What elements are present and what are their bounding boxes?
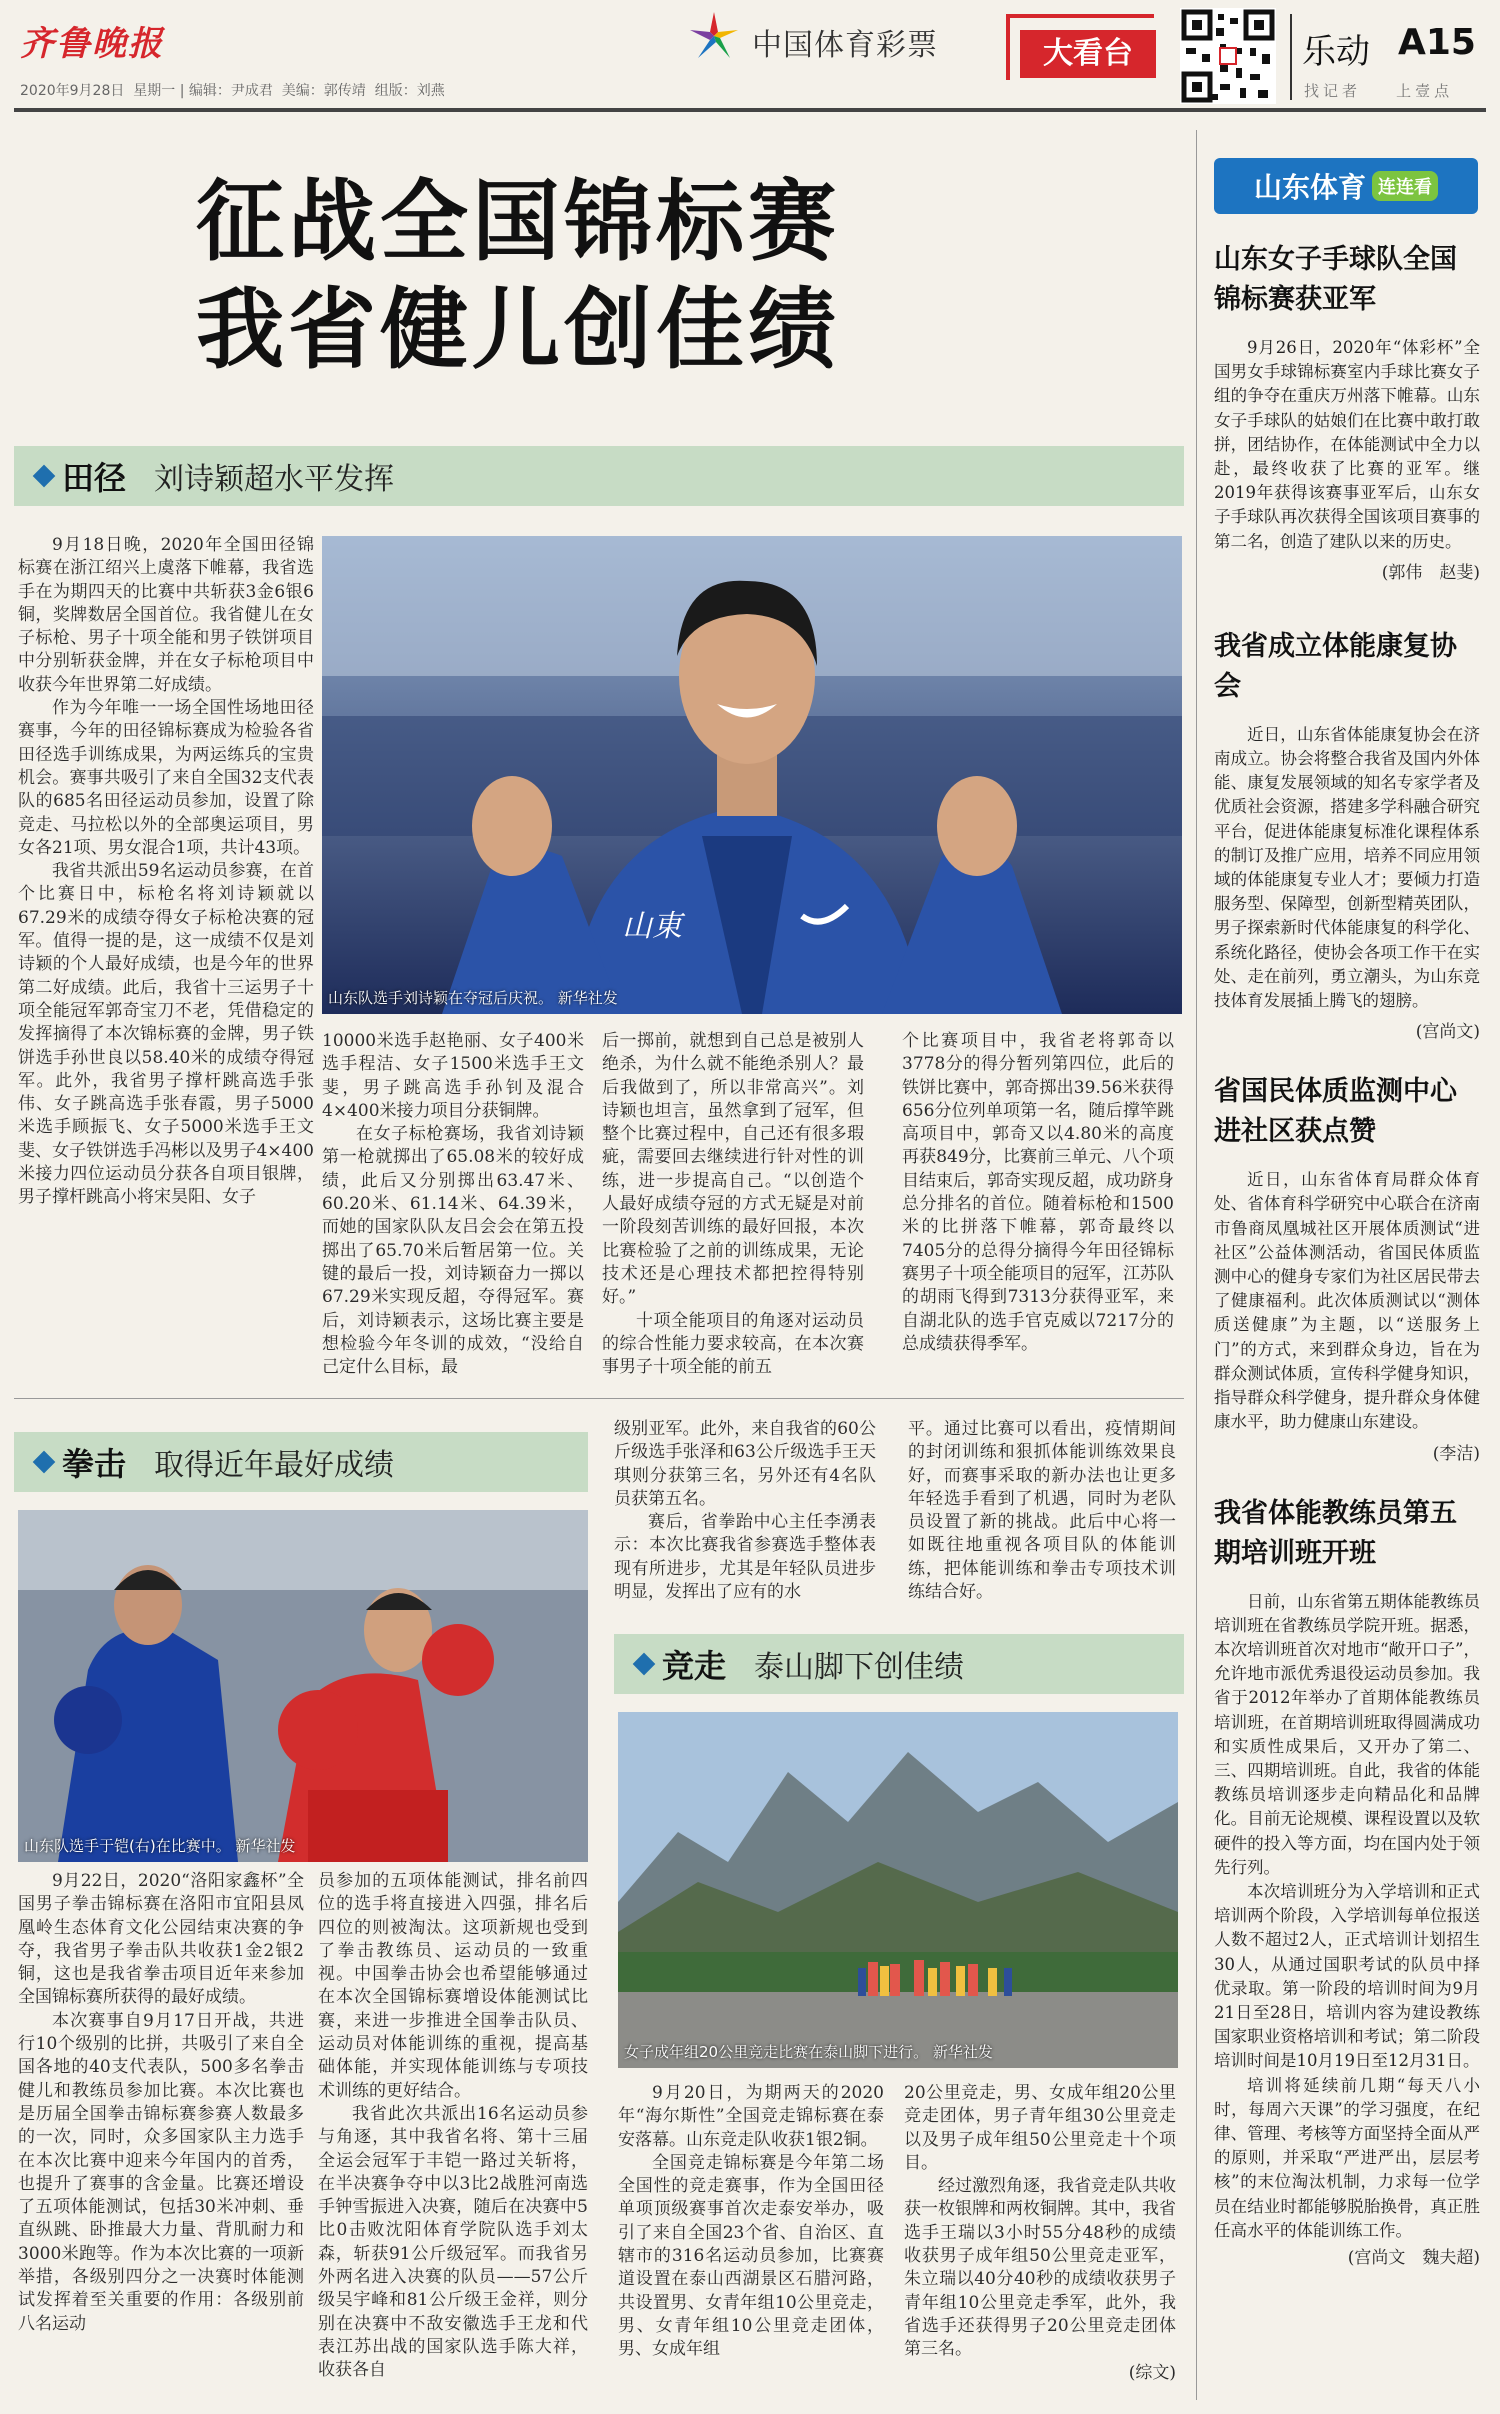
section-name: 乐动 — [1302, 32, 1370, 72]
boxing-column-b: 平。通过比赛可以看出，疫情期间的封闭训练和狠抓体能训练效果良好，而赛事采取的新办法也让更多年轻选手看到了机遇，同时为老队员设置了新的挑战。此后中心将一如既往地重视各项目队的体能训练，把体能训练和拳击专项技术训练结合好。 — [908, 1419, 1176, 1603]
masthead — [0, 0, 1500, 112]
diamond-icon — [633, 1653, 656, 1676]
column-badge: 大看台 — [1006, 14, 1154, 80]
racewalk-illustration — [618, 1712, 1178, 2068]
boxing-column-1: 9月22日，2020“洛阳家鑫杯”全国男子拳击锦标赛在洛阳市宜阳县凤凰岭生态体育文化公园结束决赛的争夺，我省男子拳击队共收获1金2银2铜，这也是我省拳击项目近年来参加全国锦标赛所获得的最好成绩。 本次赛事自9月17日开战，共进行10个级别的比拼，共吸引了来自全国各地的40支代表队，500多名拳击健儿和教练员参加比赛。本次比赛也是历届全国拳击锦标赛参赛人数最多的一次，同时，众多国家队主力选手在本次比赛中迎来今年国内的首秀，也提升了赛事的含金量。比赛还增设了五项体能测试，包括30米冲刺、垂直纵跳、卧推最大力量、背肌耐力和3000米跑等。作为本次比赛的一项新举措，各级别四分之一决赛时体能测试发挥着至关重要的作用：各级别前八名运动 — [18, 1871, 304, 2334]
racewalk-column-2: 20公里竞走，男、女成年组20公里竞走团体，男子青年组30公里竞走以及男子成年组50公里竞走十个项目。 经过激烈角逐，我省竞走队共收获一枚银牌和两枚铜牌。其中，我省选手王瑞以3小时55分48秒的成绩收获男子成年组50公里竞走亚军，朱立瑞以40分40秒的成绩收获男子青年组10公里竞走季军，此外，我省选手还获得男子20公里竞走团体第三名。 (综文) — [904, 2082, 1176, 2385]
diamond-icon — [33, 1451, 56, 1474]
column-divider — [1196, 130, 1197, 2400]
racewalk-column-1: 9月20日，为期两天的2020年“海尔斯性”全国竞走锦标赛在泰安落幕。山东竞走队收获1银2铜。 全国竞走锦标赛是今年第二场全国性的竞走赛事，作为全国田径单项顶级赛事首次走泰安举办，吸引了来自全国23个省、自治区、直辖市的316名运动员参加，比赛赛道设置在泰山西湖景区石腊河路，共设置男、女青年组10公里竞走，男、女青年组10公里竞走团体，男、女成年组 — [618, 2083, 884, 2360]
track-photo-caption: 山东队选手刘诗颖在夺冠后庆祝。 新华社发 — [328, 989, 618, 1007]
track-photo — [322, 536, 1182, 1014]
sidebar-logo: 山东体育 连连看 — [1214, 158, 1478, 214]
qr-code[interactable] — [1180, 8, 1276, 104]
racewalk-photo-caption: 女子成年组20公里竞走比赛在泰山脚下进行。 新华社发 — [624, 2043, 993, 2061]
section-track-subtitle: 刘诗颖超水平发挥 — [154, 462, 395, 497]
diamond-icon — [33, 465, 56, 488]
lottery-star-icon — [686, 8, 742, 64]
sidebar-article-4-body: 日前，山东省第五期体能教练员培训班在省教练员学院开班。据悉，本次培训班首次对地市“敞开口子”，允许地市派优秀退役运动员参加。我省于2012年举办了首期体能教练员培训班，在首期培训班取得圆满成功和实质性成果后，又开办了第二、三、四期培训班。自此，我省的体能教练员培训逐步走向精品化和品牌化。目前无论规模、课程设置以及软硬件的投入等方面，均在国内处于领先行列。 本次培训班分为入学培训和正式培训两个阶段，入学培训每单位报送人数不超过2人，正式培训计划招生30人，从通过国职考试的队员中择优录取。第一阶段的培训时间为9月21日至28日，培训内容为建设教练国家职业资格培训和考试；第二阶段培训时间是10月19日至12月31日。 培训将延续前几期“每天八小时，每周六天课”的学习强度，在纪律、管理、考核等方面坚持全面从严的原则，并采取“严进严出，层层考核”的末位淘汰机制，力求每一位学员在结业时都能够脱胎换骨，真正胜任高水平的体能训练工作。 — [1214, 1591, 1480, 2240]
divider-vertical — [1290, 14, 1292, 100]
headline-line-1: 征战全国锦标赛 — [196, 170, 841, 273]
sidebar-article-2-body: 近日，山东省体能康复协会在济南成立。协会将整合我省及国内外体能、康复发展领域的知名专家学者及优质社会资源，搭建多学科融合研究平台，促进体能康复标准化课程体系的制订及推广应用，培养不同应用领域的体能康复专业人才；要倾力打造服务型、保障型，创新型精英团队，男子探索新时代体能康复的科学化、系统化路径，使协会各项工作干在实处、走在前列，勇立潮头，为山东竞技体育发展插上腾飞的翅膀。 — [1214, 724, 1480, 1011]
masthead-meta: 2020年9月28日 星期一 | 编辑：尹成君 美编：郭传靖 组版：刘燕 — [20, 83, 445, 99]
section-boxing-subtitle: 取得近年最好成绩 — [154, 1448, 395, 1483]
sidebar-article-2-signature: (宫尚文) — [1415, 1022, 1480, 1043]
boxing-illustration — [18, 1510, 588, 1862]
athlete-illustration — [322, 536, 1182, 1014]
section-track-header — [14, 446, 1184, 506]
section-rule — [14, 1398, 1184, 1399]
boxing-column-2: 员参加的五项体能测试，排名前四位的选手将直接进入四强，排名后四位的则被淘汰。这项新规也受到了拳击教练员、运动员的一致重视。中国拳击协会也希望能够通过在本次全国锦标赛增设体能测试比赛，来进一步推进全国拳击队员、运动员对体能训练的重视，提高基础体能，并实现体能训练与专项技术训练的更好结合。 我省此次共派出16名运动员参与角逐，其中我省名将、第十三届全运会冠军于丰铠一路过关斩将，在半决赛争夺中以3比2战胜河南选手钟雪振进入决赛，随后在决赛中5比0击败沈阳体育学院队选手刘太森，斩获91公斤级冠军。而我省另外两名进入决赛的队员——57公斤级吴宇峰和81公斤级王金祥，则分别在决赛中不敌安徽选手王龙和代表江苏出战的国家队选手陈大祥，收获各自 — [318, 1871, 588, 2381]
sidebar-article-3-signature: (李洁) — [1432, 1443, 1480, 1464]
sidebar — [1214, 234, 1480, 2268]
sidebar-article-1-signature: (郭伟 赵斐) — [1381, 562, 1480, 583]
section-boxing-header — [14, 1432, 588, 1492]
section-racewalk-header — [614, 1634, 1184, 1694]
headline-line-2: 我省健儿创佳绩 — [196, 278, 841, 381]
shirt-text: 山東 — [622, 909, 682, 944]
racewalk-signature: (综文) — [1128, 2362, 1176, 2383]
sidebar-article-1-body: 9月26日，2020年“体彩杯”全国男女手球锦标赛室内手球比赛女子组的争夺在重庆万州落下帷幕。山东女子手球队的姑娘们在比赛中敢打敢拼，团结协作，在体能测试中全力以赴，最终收获了比赛的亚军。继2019年获得该赛事亚军后，山东女子手球队再次获得全国该项目赛事的第二名，创造了建队以来的历史。 — [1214, 338, 1480, 551]
lottery-name: 中国体育彩票 — [752, 28, 938, 63]
boxing-photo-caption: 山东队选手于铠(右)在比赛中。 新华社发 — [24, 1837, 296, 1855]
hotline: 找记者 上壹点 — [1304, 82, 1454, 100]
section-track-title: 田径 — [62, 459, 127, 497]
boxing-column-a: 级别亚军。此外，来自我省的60公斤级选手张泽和63公斤级选手王天琪则分获第三名，另外还有4名队员获第五名。 赛后，省拳跆中心主任李湧表示：本次比赛我省参赛选手整体表现有所进步，尤其是年轻队员进步明显，发挥出了应有的水 — [614, 1419, 876, 1603]
sidebar-article-4-title: 我省体能教练员第五期培训班开班 — [1214, 1497, 1457, 1569]
masthead-rule — [14, 108, 1486, 112]
sidebar-article-2-title: 我省成立体能康复协会 — [1214, 630, 1457, 702]
page-number: A15 — [1398, 22, 1476, 63]
racewalk-photo — [618, 1712, 1178, 2068]
section-racewalk-title: 竞走 — [662, 1647, 727, 1685]
section-boxing-title: 拳击 — [62, 1445, 127, 1483]
paper-logo: 齐鲁晚报 — [20, 24, 164, 64]
sidebar-article-1-title: 山东女子手球队全国锦标赛获亚军 — [1214, 244, 1457, 315]
sidebar-article-3-title: 省国民体质监测中心进社区获点赞 — [1214, 1076, 1457, 1148]
headline — [196, 168, 996, 384]
section-racewalk-subtitle: 泰山脚下创佳绩 — [754, 1650, 965, 1685]
sidebar-article-3-body: 近日，山东省体育局群众体育处、省体育科学研究中心联合在济南市鲁商凤凰城社区开展体质测试“进社区”公益体测活动，省国民体质监测中心的健身专家们为社区居民带去了健康福利。此次体质测试以“测体质送健康”为主题，以“送服务上门”的方式，来到群众身边，旨在为群众测试体质，宣传科学健身知识，指导群众科学健身，提升群众身体健康水平，助力健康山东建设。 — [1214, 1170, 1480, 1432]
track-column-1: 9月18日晚，2020年全国田径锦标赛在浙江绍兴上虞落下帷幕，我省选手在为期四天的比赛中共斩获3金6银6铜，奖牌数居全国首位。我省健儿在女子标枪、男子十项全能和男子铁饼项目中分别斩获金牌，并在女子标枪项目中收获今年世界第二好成绩。 作为今年唯一一场全国性场地田径赛事，今年的田径锦标赛成为检验各省田径选手训练成果，为两运练兵的宝贵机会。赛事共吸引了来自全国32支代表队的685名田径运动员参加，设置了除竞走、马拉松以外的全部奥运项目，男女各21项、男女混合1项，共计43项。 我省共派出59名运动员参赛，在首个比赛日中，标枪名将刘诗颖就以67.29米的成绩夺得女子标枪决赛的冠军。值得一提的是，这一成绩不仅是刘诗颖的个人最好成绩，也是今年的世界第二好成绩。此后，我省十三运男子十项全能冠军郭奇宝刀不老，凭借稳定的发挥摘得了本次锦标赛的金牌，男子铁饼选手孙世良以58.40米的成绩夺得冠军。此外，我省男子撑杆跳高选手张伟、女子跳高选手张春霞，男子5000米选手顾振飞、女子5000米选手王文斐、女子铁饼选手冯彬以及男子4×400米接力四位运动员分获各自项目银牌，男子撑杆跳高小将宋昊阳、女子 — [18, 535, 314, 1208]
sidebar-article-4-signature: (宫尚文 魏夫超) — [1347, 2247, 1480, 2268]
track-column-3: 后一掷前，就想到自己总是被别人绝杀，为什么就不能绝杀别人？最后我做到了，所以非常高兴”。刘诗颖也坦言，虽然拿到了冠军，但整个比赛过程中，自己还有很多瑕疵，需要回去继续进行针对性的训练，进一步提高自己。“以创造个人最好成绩夺冠的方式无疑是对前一阶段刻苦训练的最好回报，本次比赛检验了之前的训练成果，无论技术还是心理技术都把控得特别好。” 十项全能项目的角逐对运动员的综合性能力要求较高，在本次赛事男子十项全能的前五 — [602, 1031, 864, 1378]
track-column-4: 个比赛项目中，我省老将郭奇以3778分的得分暂列第四位，此后的铁饼比赛中，郭奇掷出39.56米获得656分位列单项第一名，随后撑竿跳高项目中，郭奇又以4.80米的高度再获849分，比赛前三单元、八个项目结束后，郭奇实现反超，成功跻身总分排名的首位。随着标枪和1500米的比拼落下帷幕，郭奇最终以7405分的总得分摘得今年田径锦标赛男子十项全能项目的冠军，江苏队的胡雨飞得到7313分获得亚军，来自湖北队的选手官克威以7217分的总成绩获得季军。 — [902, 1031, 1174, 1354]
track-column-2: 10000米选手赵艳丽、女子400米选手程洁、女子1500米选手王文斐，男子跳高选手孙钊及混合4×400米接力项目分获铜牌。 在女子标枪赛场，我省刘诗颖第一枪就掷出了65.08米的较好成绩，此后又分别掷出63.47米、60.20米、61.14米、64.39米，而她的国家队队友吕会会在第五投掷出了65.70米后暂居第一位。关键的最后一投，刘诗颖奋力一掷以67.29米实现反超，夺得冠军。赛后，刘诗颖表示，这场比赛主要是想检验今年冬训的成效，“没给自己定什么目标，最 — [322, 1031, 584, 1378]
boxing-photo — [18, 1510, 588, 1862]
